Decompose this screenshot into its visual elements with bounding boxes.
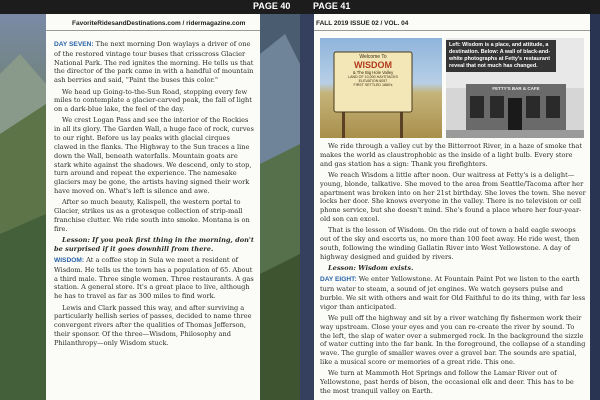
section-kicker: WISDOM: (54, 257, 85, 264)
paragraph-text: We crest Logan Pass and see the interior of the Rockies in all its glory. The Garden Wall, a huge face of rock, curves to our right. Before us lay peaks with glacial cirques clawed in the flanks. The Highway to the Sun traces a line down the Wall, beneath waterfalls. Mountain goats are stark white against the shadows. We descend, only to stop, turn around and repeat the experience. The namesake glaciers may be gone, the artists having signed their work have moved on. What's left is silence and awe. (54, 116, 254, 196)
right-article-column (314, 14, 590, 400)
left-page-paragraph (54, 236, 254, 254)
left-body-text (54, 40, 254, 350)
section-kicker: DAY SEVEN: (54, 41, 94, 48)
left-page[interactable] (0, 14, 300, 400)
sign-line-6: FIRST SETTLED 1880's (353, 83, 393, 87)
right-body-text (320, 142, 586, 398)
left-page-paragraph (54, 304, 254, 348)
left-page-paragraph (54, 256, 254, 301)
right-running-header (314, 19, 590, 31)
issue-info: FALL 2019 ISSUE 02 / VOL. 04 (316, 20, 409, 27)
right-page-paragraph (320, 171, 586, 224)
paragraph-text: We pull off the highway and sit by a river watching fly fishermen work their way upstream. Close your eyes and you can re-create the river by sound. To the left, the slap of water over a submerged rock. In the background the sizzle of water cutting into the far bank. In the foreground, the collapse of a standing wave. The gurgle of smaller waves over a gravel bar. The sounds are spatial, like a musical score or memories of a great ride. This one. (320, 313, 586, 366)
page-nav-left[interactable]: PAGE 40 (253, 1, 291, 11)
paragraph-text: We enter Yellowstone. At Fountain Paint Pot we listen to the earth turn water to steam, a sound of jet engines. We watch geysers pulse and burble. We sit with others and wait for Old Faithful to do its thing, with far less vigor than anticipated. (320, 275, 586, 311)
paragraph-text: We ride through a valley cut by the Bitterroot River, in a haze of smoke that makes the world as claustrophobic as the inside of a light bulb. Every store and gas station has a sign: Thank you firefighters. (320, 142, 582, 168)
viewer-toolbar (0, 0, 600, 14)
right-page-paragraph (320, 226, 586, 261)
right-page-paragraph (320, 314, 586, 367)
building-sign: FETTY'S BAR & CAFE (492, 86, 540, 91)
site-url: FavoriteRidesandDestinations.com / ridermagazine.com (72, 20, 246, 27)
left-running-header (46, 19, 260, 31)
sign-line-3: & The Big Hole Valley (352, 70, 394, 75)
magazine-spread (0, 14, 600, 400)
page-nav-right[interactable]: PAGE 41 (313, 1, 351, 11)
left-page-paragraph (54, 116, 254, 195)
left-page-paragraph (54, 88, 254, 114)
lesson-text: Lesson: Wisdom exists. (328, 263, 414, 272)
left-page-paragraph (54, 40, 254, 85)
lesson-text: Lesson: If you peak first thing in the morning, don't be surprised if it goes downhill from there. (54, 235, 254, 253)
sign-line-2: WISDOM (354, 60, 392, 70)
left-page-paragraph (54, 198, 254, 233)
paragraph-text: That is the lesson of Wisdom. On the ride out of town a bald eagle swoops out of the sky and escorts us, no more than 100 feet away. He ride west, then south, following the winding Gallatin River into West Yellowstone. A day of highway designed and guided by rivers. (320, 226, 580, 261)
right-page-paragraph (320, 264, 586, 273)
sign-line-4: LAND OF 10,000 HAYSTACKS (348, 75, 398, 79)
paragraph-text: The next morning Don waylays a driver of one of the restored vintage tour buses that crisscross Glacier National Park. The red ignites the morning. He tells us that the director of the park came in with a handful of mountain ash berries and said, "Paint the buses this color." (54, 40, 254, 85)
paragraph-text: We reach Wisdom a little after noon. Our waitress at Fetty's is a delight—young, blonde, talkative. She moved to the area from Seattle/Tacoma after her apartment was broken into on her 21st birthday. She loves the town. She never locks her door. She knows everyone in the valley. There is no television or cell phone service, but she doesn't mind. She's found a place where her four-year-old son can excel. (320, 170, 586, 224)
paragraph-text: After so much beauty, Kalispell, the western portal to Glacier, strikes us as a grotesque collection of strip-mall franchise clutter. We ride south into smoke. Montana is on fire. (54, 198, 250, 233)
section-kicker: DAY EIGHT: (320, 276, 357, 284)
right-page-paragraph (320, 275, 586, 311)
sign-line-5: ELEVATION 6057 (358, 79, 388, 83)
wisdom-sign-illustration (320, 38, 442, 138)
paragraph-text: At a coffee stop in Sula we meet a resident of Wisdom. He tells us the town has a population of 65. About a third male. Three single women. Three restaurants. A gas station. A general store. It's a great place to live, although he has to travel as far as 300 miles to find work. (54, 256, 254, 301)
paragraph-text: Lewis and Clark passed this way, and after surviving a particularly hellish series of passes, decided to name three convergent rivers after the qualities of Thomas Jefferson, their sponsor. Of the three—Wisdom, Philosophy and Philanthropy—only Wisdom stuck. (54, 303, 252, 347)
left-article-column (46, 14, 260, 400)
sign-line-1: Welcome To (359, 54, 387, 60)
right-page-paragraph (320, 369, 586, 395)
right-page[interactable] (300, 14, 600, 400)
right-page-paragraph (320, 142, 586, 168)
wisdom-sign-photo (320, 38, 442, 138)
photo-caption: Left: Wisdom is a place, and attitude, a destination. Below: A wall of black-and-white photographs at Fetty's restaurant reveal that not much has changed. (446, 40, 556, 72)
paragraph-text: We head up Going-to-the-Sun Road, stopping every few miles to contemplate a glacier-carved peak, the fall of light on a dark-blue lake, the feel of the day. (54, 87, 252, 114)
paragraph-text: We turn at Mammoth Hot Springs and follow the Lamar River out of Yellowstone, past herds of bison, the occasional elk and deer. This has to be the most tranquil valley on Earth. (320, 369, 574, 395)
